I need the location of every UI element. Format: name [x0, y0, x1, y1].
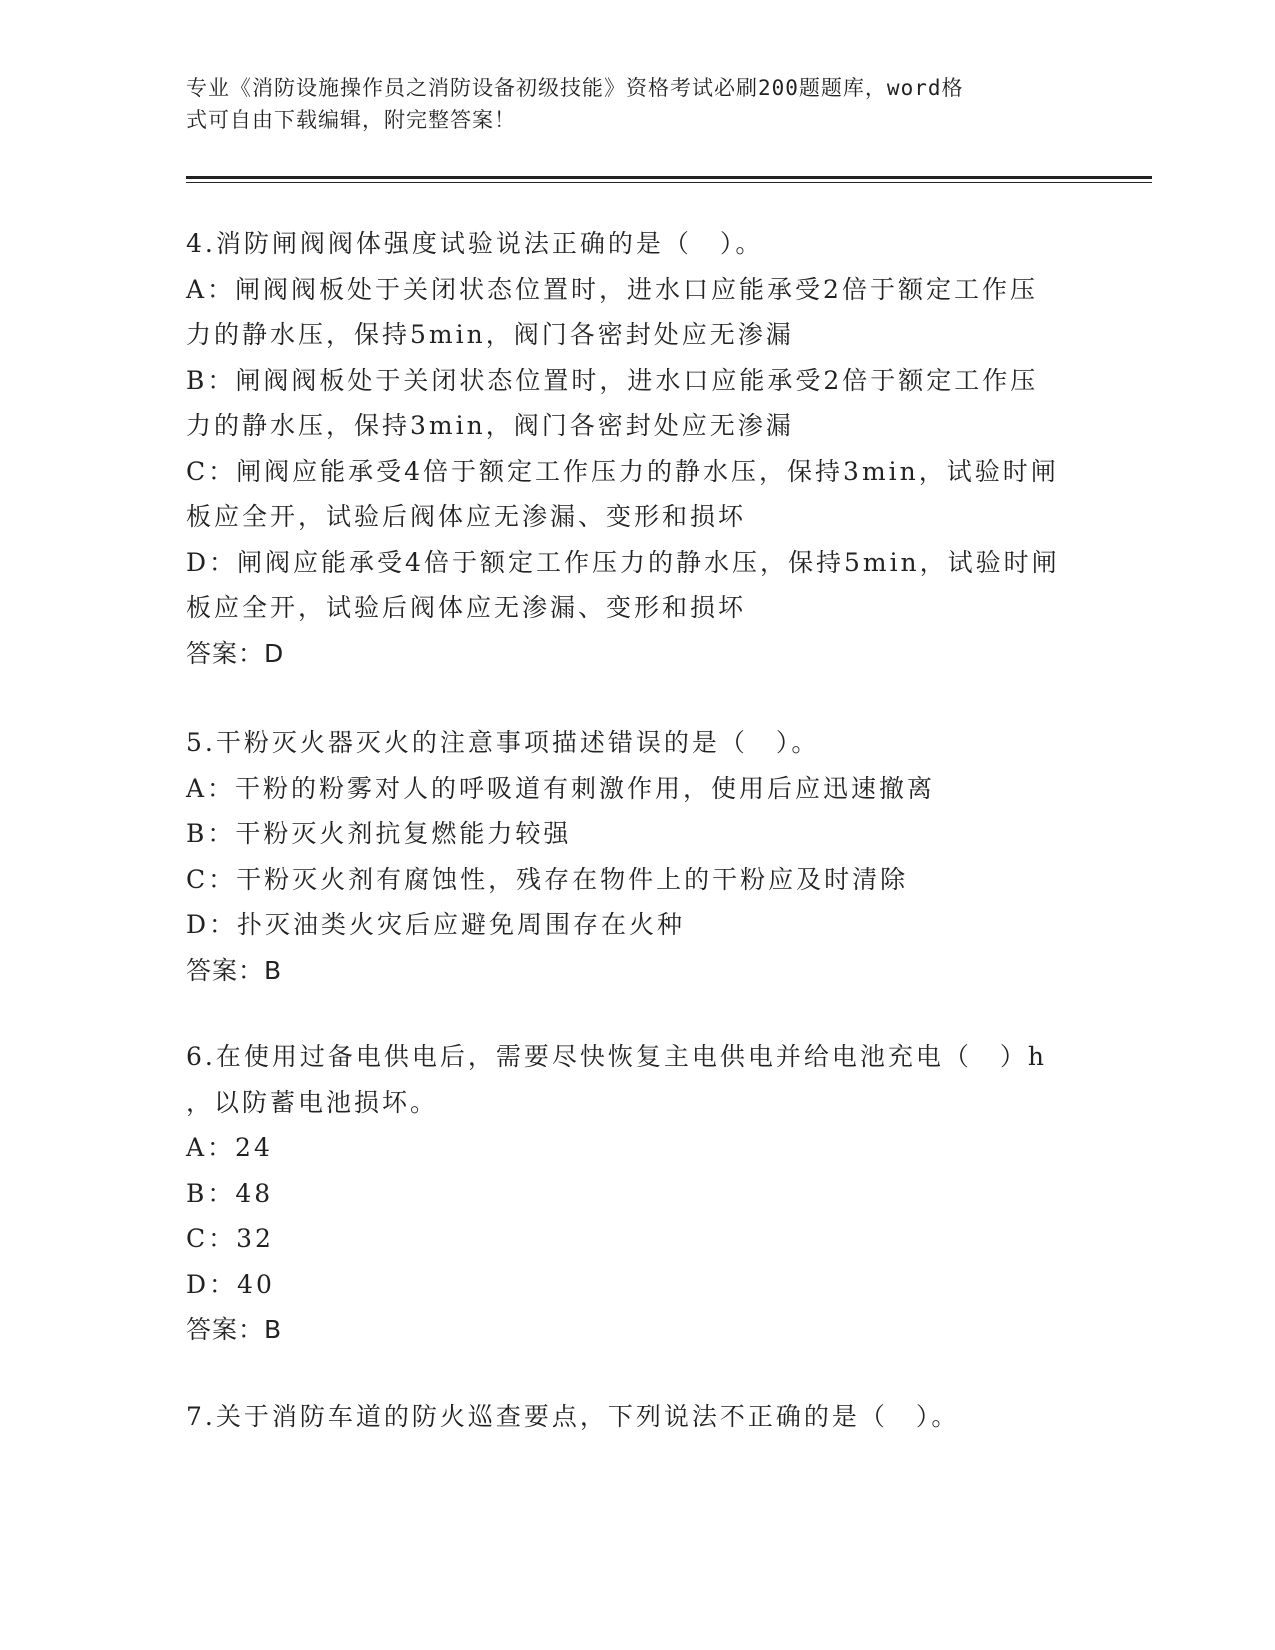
option-c: C：干粉灭火剂有腐蚀性，残存在物件上的干粉应及时清除	[186, 864, 909, 894]
option-b: B：干粉灭火剂抗复燃能力较强	[186, 819, 572, 848]
option-d: D：扑灭油类火灾后应避免周围存在火种	[186, 910, 686, 939]
question-stem-line-1: 6.在使用过备电供电后，需要尽快恢复主电供电并给电池充电（ ）h	[186, 1042, 1047, 1071]
answer-line: 答案：B	[186, 1315, 283, 1344]
option-d-line-2: 板应全开，试验后阀体应无渗漏、变形和损坏	[186, 593, 747, 622]
option-c-line-1: C：闸阀应能承受4倍于额定工作压力的静水压，保持3min，试验时闸	[186, 456, 1059, 486]
question-stem: 4.消防闸阀阀体强度试验说法正确的是（ ）。	[186, 229, 764, 258]
answer-line: 答案：D	[186, 638, 285, 668]
question-4	[186, 221, 1086, 676]
option-a: A：24	[186, 1133, 273, 1162]
answer-line: 答案：B	[186, 955, 283, 985]
document-header	[186, 72, 1066, 136]
header-line-1: 专业《消防设施操作员之消防设备初级技能》资格考试必刷200题题库，word格	[186, 76, 964, 100]
option-a-line-1: A：闸阀阀板处于关闭状态位置时，进水口应能承受2倍于额定工作压	[186, 274, 1038, 304]
question-5	[186, 720, 1086, 993]
option-c-line-2: 板应全开，试验后阀体应无渗漏、变形和损坏	[186, 502, 747, 531]
question-7	[186, 1394, 1086, 1440]
option-b: B：48	[186, 1178, 274, 1208]
question-stem-line-2: ，以防蓄电池损坏。	[186, 1087, 439, 1117]
option-d-line-1: D：闸阀应能承受4倍于额定工作压力的静水压，保持5min，试验时闸	[186, 547, 1060, 577]
option-c: C：32	[186, 1224, 274, 1253]
option-b-line-2: 力的静水压，保持3min，阀门各密封处应无渗漏	[186, 411, 794, 440]
question-stem: 7.关于消防车道的防火巡查要点，下列说法不正确的是（ ）。	[186, 1402, 960, 1431]
option-b-line-1: B：闸阀阀板处于关闭状态位置时，进水口应能承受2倍于额定工作压	[186, 365, 1039, 395]
option-d: D：40	[186, 1269, 275, 1299]
option-a: A：干粉的粉雾对人的呼吸道有刺激作用，使用后应迅速撤离	[186, 773, 936, 803]
header-divider	[186, 176, 1152, 179]
header-line-2: 式可自由下载编辑，附完整答案！	[186, 108, 516, 132]
question-6	[186, 1034, 1086, 1353]
header-divider-thin	[186, 182, 1152, 183]
option-a-line-2: 力的静水压，保持5min，阀门各密封处应无渗漏	[186, 320, 794, 349]
question-stem: 5.干粉灭火器灭火的注意事项描述错误的是（ ）。	[186, 728, 820, 757]
